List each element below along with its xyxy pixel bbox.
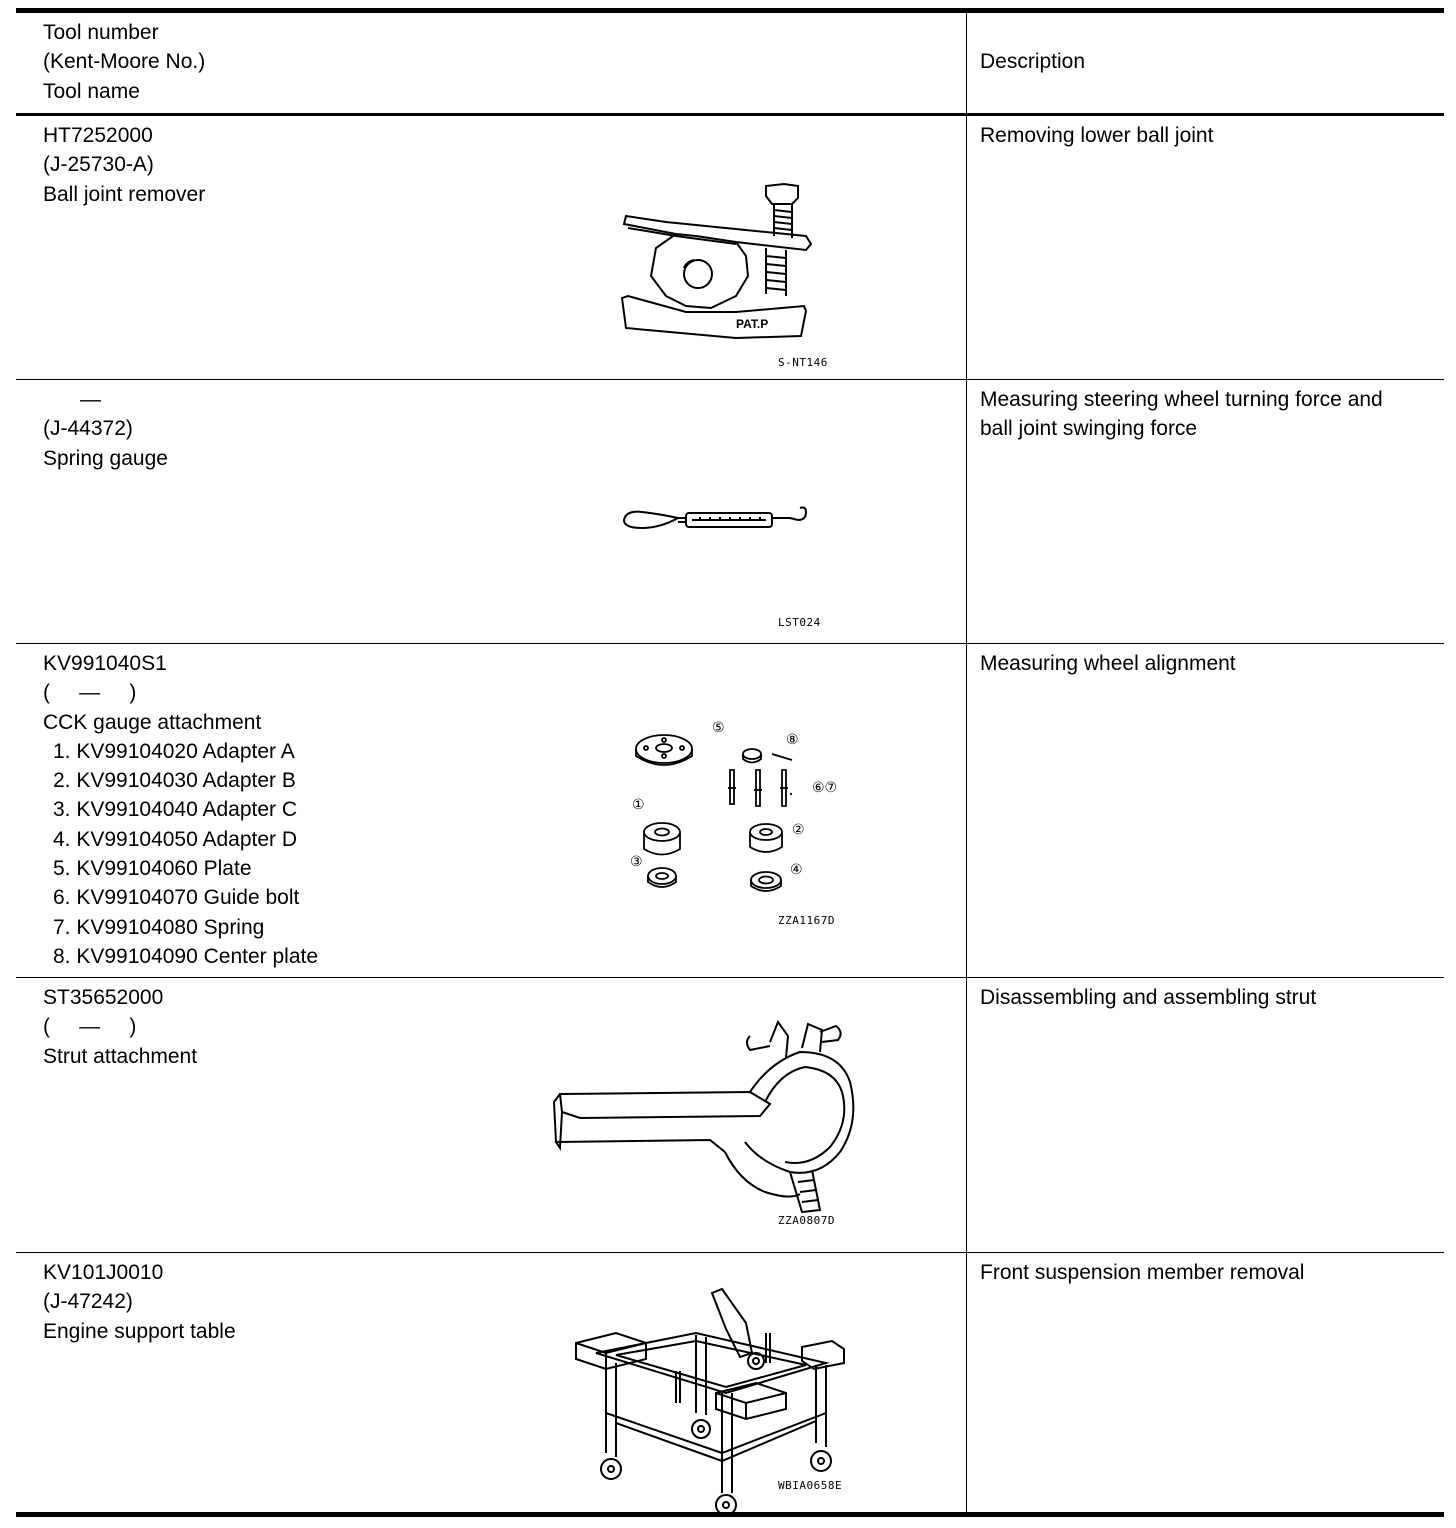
list-item: 4. KV99104050 Adapter D [53, 827, 298, 851]
kent-moore-number: (J-44372) [43, 417, 133, 441]
tool-info [43, 385, 168, 473]
tool-number: — [80, 388, 101, 411]
kent-moore-number: (J-25730-A) [43, 153, 154, 177]
tool-info [43, 121, 205, 209]
table-row [16, 380, 1444, 644]
header-tool-number: Tool number [43, 21, 159, 44]
column-divider [966, 644, 967, 977]
callout-3: ③ [630, 854, 643, 870]
kent-moore-number: ( — ) [43, 681, 137, 705]
description-column-header: Description [980, 50, 1086, 73]
header-tool-name: Tool name [43, 79, 140, 103]
callout-1: ① [632, 797, 645, 813]
callout-5: ⑤ [712, 720, 725, 736]
tool-name: Spring gauge [43, 446, 168, 470]
figure-code: ZZA1167D [778, 914, 835, 927]
figure-code: LST024 [778, 616, 821, 629]
table-bottom-rule [16, 1512, 1444, 1517]
column-divider [966, 116, 967, 379]
tool-description: Measuring wheel alignment [980, 652, 1236, 675]
list-item: 6. KV99104070 Guide bolt [53, 886, 300, 910]
callout-6-7: ⑥⑦ [812, 780, 838, 796]
tool-description: Measuring steering wheel turning force and ball joint swinging force [980, 388, 1383, 441]
tool-info [43, 983, 197, 1071]
table-row [16, 116, 1444, 380]
tool-info [43, 1258, 236, 1346]
special-service-tools-table [16, 8, 1444, 1516]
tool-name: Ball joint remover [43, 182, 206, 206]
callout-8: ⑧ [786, 732, 799, 748]
table-row [16, 1253, 1444, 1516]
tool-column-header [43, 18, 205, 106]
cck-gauge-attachment-icon [616, 714, 856, 904]
table-row [16, 978, 1444, 1253]
list-item: 7. KV99104080 Spring [53, 915, 265, 939]
tool-description: Removing lower ball joint [980, 124, 1214, 147]
column-divider [966, 1253, 967, 1516]
tool-name: Engine support table [43, 1319, 236, 1343]
tool-description: Disassembling and assembling strut [980, 986, 1317, 1009]
table-row [16, 644, 1444, 978]
tool-number: KV991040S1 [43, 652, 167, 675]
figure-code: WBIA0658E [778, 1479, 843, 1492]
list-item: 2. KV99104030 Adapter B [53, 769, 296, 793]
tool-name: Strut attachment [43, 1044, 198, 1068]
column-divider [966, 978, 967, 1252]
list-item: 3. KV99104040 Adapter C [53, 798, 298, 822]
tool-number: ST35652000 [43, 986, 164, 1009]
kent-moore-number: ( — ) [43, 1015, 137, 1039]
ball-joint-remover-icon [616, 186, 836, 336]
column-divider [966, 380, 967, 643]
tool-description: Front suspension member removal [980, 1261, 1305, 1284]
tool-name: CCK gauge attachment [43, 710, 262, 734]
tool-number: KV101J0010 [43, 1261, 164, 1284]
list-item: 1. KV99104020 Adapter A [53, 739, 295, 763]
kent-moore-number: (J-47242) [43, 1290, 133, 1314]
callout-2: ② [792, 822, 805, 838]
figure-code: ZZA0807D [778, 1214, 835, 1227]
table-header-row [16, 13, 1444, 116]
spring-gauge-icon [620, 506, 820, 536]
patent-label: PAT.P [736, 317, 769, 331]
figure-code: S-NT146 [778, 356, 828, 369]
callout-4: ④ [790, 862, 803, 878]
column-divider [966, 13, 967, 113]
list-item: 8. KV99104090 Center plate [53, 944, 319, 968]
header-kent-moore: (Kent-Moore No.) [43, 50, 206, 74]
engine-support-table-icon [576, 1293, 846, 1503]
list-item: 5. KV99104060 Plate [53, 857, 252, 881]
strut-attachment-icon [550, 1012, 860, 1212]
tool-info [43, 649, 318, 971]
tool-number: HT7252000 [43, 124, 153, 147]
